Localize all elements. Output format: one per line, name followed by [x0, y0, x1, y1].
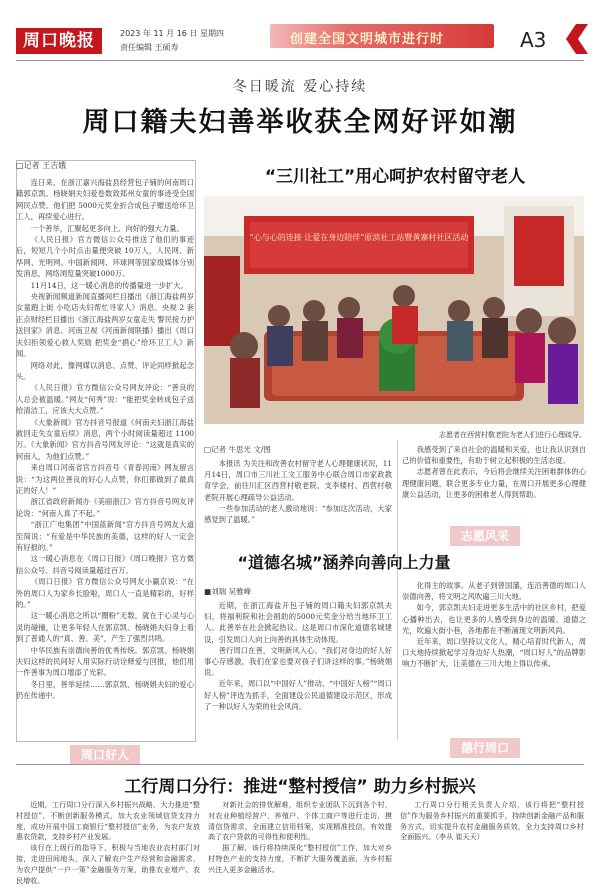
article-paragraph: 《人民日报》官方微信公众号网友评论：“善良的人总会被温暖。”网友“何秀”说：“能把奖金转成包子送给清洁工，应该大大点赞。”: [16, 383, 194, 416]
editor-credit: 责任编辑 王硕寿: [120, 43, 179, 52]
campaign-banner-text: 创建全国文明城市进行时: [290, 32, 445, 47]
issue-date: 2023 年 11 月 16 日 星期四: [120, 29, 224, 38]
campaign-banner: [270, 24, 494, 48]
article-paragraph: 连日来，在浙江嘉兴海盐县经营包子铺的何南周口籍郭京凯、杨晓娟夫妇爱卷数致郑州女童的事迹受全国网民点赞。他们把 5000元奖金折合成包子赠送给环卫工人，再续爱心进行。: [16, 178, 194, 222]
story-paragraph: 近期，在浙江海盐开包子铺的周口籍夫妇郭京凯夫妇，将福利院和社会捐助的5000元奖金分给当地环卫工人。此善举在社会掀起热议。这是周口市深化道德名城建设，引发周口人向上向善的具体生动体现。: [204, 601, 392, 644]
headline-kicker: 冬日暖流 爱心持续: [232, 79, 368, 95]
story-paragraph: 本报讯 为关注和改善农村留守老人心理健康状况，11月14日，周口市三川社工文工服务中心联合周口市家政教育学会，前往川汇区西营村敬老院、支李楼村、西营村敬老院开展心理疏导公益活动。: [204, 459, 392, 502]
story-column: [208, 800, 392, 886]
story-paragraph: 近年来，周口以“中国好人”推动、“中国好人榜”“周口好人榜”评选为抓手，全面建设公民道德建设示范区，形成了一种以好人为荣的社会风尚。: [204, 679, 392, 711]
page-headline: 周口籍夫妇善举收获全网好评如潮: [82, 107, 518, 138]
story-title: “道德名城”涵养向善向上力量: [237, 553, 451, 572]
article-paragraph: 《周口日报》官方微信公众号网友小赢京说：“在外的周口人为家乡长脸啦，周口人一直是精彩的，好样的。”: [16, 577, 194, 610]
masthead: [0, 0, 600, 62]
story-title: “三川社工”用心呵护农村留守老人: [264, 167, 526, 187]
chevron-left-icon: [566, 24, 588, 54]
story-paragraph: 化得主的故事。从老子到曾国藩，连沿善德的周口人崇德向善，将文明之风吹遍三川大地。: [402, 581, 586, 602]
article-paragraph: 央视新闻频道新闻直播间栏目播出《浙江海盐两岁女童跑上街 小吃店夫妇帮忙寻家人》消息。央视 2 套正点财经栏目播出《浙江海盐两岁女童走失 警民接力护送回家》消息。河南卫视《河南新闻联播》播出《周口夫妇拒领爱心救人奖励 把奖金“捐心”给环卫工人》新闻。: [16, 292, 194, 359]
page-number: A3: [520, 28, 547, 52]
divider: [16, 764, 584, 765]
story-column: [400, 800, 584, 886]
story-body: [402, 444, 586, 504]
article-paragraph: 11月14日，这一暖心消息的传播量进一步扩大。: [30, 280, 188, 290]
story-paragraph: 据了解，该行将持续深化“整村授信”工作，加大对乡村特色产业的支持力度，不断扩大服务覆盖面，为乡村振兴注入更多金融活水。: [208, 843, 392, 874]
story-body: [204, 458, 392, 538]
story-title: 工行周口分行：推进“整村授信” 助力乡村振兴: [124, 777, 476, 797]
story-paragraph: 一些参加活动的老人激动地说：“参加这次活动，大家感觉到了温暖。”: [204, 503, 392, 525]
article-paragraph: 中华民族有崇德向善的优秀传统。郭京凯、杨晓娟夫妇这样的民间好人用实际行动诠释爱与回报，他们用一件善事为周口增添了光彩。: [16, 645, 194, 678]
photo-caption: 志愿者在西营村敬老院为老人们进行心理疏导。: [439, 431, 586, 439]
article-paragraph: “浙江广电集团”中国蓝新闻“官方抖音号网友大道至简说：“有爱是中华民族的美德，这样的好人一定会有好报的。”: [16, 520, 194, 552]
elderly-care-photo: [204, 196, 584, 424]
story-body: [402, 580, 586, 730]
lead-article: [16, 160, 194, 730]
story-paragraph: 如今，郭京凯夫妇走进更多生活中的社区乡村，把爱心播种出去，也让更多的人感受到身边的温暖。道德之光，吹遍大街小巷，各地都在不断涌现文明新风尚。: [402, 603, 586, 635]
section-tag: 德行周口: [450, 738, 520, 758]
article-paragraph: 网络对此，像网媒以消息、点赞、评论同样掀起念头。: [16, 360, 194, 381]
section-tag: 周口好人: [70, 745, 140, 765]
story-column: [16, 800, 200, 886]
story-paragraph: 对新社会的排忧解难，组织专业团队下沉到各个村，对农业种植经营户、养殖户、个体工商户等进行走访，摸清信贷需求，全面建立信用档案，实现精准授信，有效提高了农户贷款的可得性和便利性。: [208, 800, 392, 842]
story-paragraph: 该行在上级行的指导下，积极与当地农业农村部门对接，走进田间地头，深入了解农户生产经营和金融需求，为农户提供“一户一策”金融服务方案，助推农业增产、农民增收。: [16, 843, 200, 885]
story-body: [204, 600, 392, 740]
story-byline: ■刘瑞 吴雅峰: [204, 587, 251, 596]
photo-credit: □记者 牛思光 文/图: [204, 445, 271, 454]
article-byline: □记者 王吉娥: [16, 161, 67, 170]
newspaper-logo: 周口晚报: [16, 28, 102, 54]
story-body: [16, 800, 584, 886]
article-paragraph: 《人民日报》官方微信公众号推送了他们的事迹后，短短几个小时点击量便突破 10万人，人民网、新华网、光明网、中国新闻网、环球网等国家级媒体分别发消息，网络浏览量突破1000万。: [16, 235, 194, 279]
section-tag: 志愿风采: [450, 526, 520, 546]
news-photo: [204, 196, 584, 424]
article-paragraph: 浙江省政府新闻办《美丽浙江》官方抖音号网友评论说：“何南人真了不起。”: [16, 497, 194, 518]
story-paragraph: 善行周口在善，文明新风入心。“我们对身边的好人好事心存感激，我们在家也要对孩子们讲这样的事。”杨晓娟说。: [204, 645, 392, 678]
article-paragraph: 这一暖心消息之所以“圈粉”无数，就在于心灵与心灵的碰撞，让更多年轻人在郭京凯、杨晓娟夫妇身上看到了普通人的“真、善、美”，产生了强烈共鸣。: [16, 611, 194, 644]
divider: [16, 60, 584, 61]
article-paragraph: 这一暖心消息在《周口日报》《周口晚报》官方微信公众号、抖音号阅读量超过百万。: [16, 554, 194, 575]
article-paragraph: 冬日里，善举延续……郭京凯、杨晓娟夫妇的爱心仍在传递中。: [16, 679, 194, 701]
story-paragraph: 近期，工行周口分行深入乡村振兴战略，大力推进“整村授信”，不断创新服务模式，加大农业领域信贷支持力度，成功开展中国工商银行“整村授信”业务，为农户发放惠农贷款，支持乡村产业发展。: [16, 800, 200, 842]
story-paragraph: 志愿者曾在此表示，今后将会继续关注困难群体的心理健康问题，联合更多专业力量，在周口开展更多心理健康公益活动，让更多的困难老人得到帮助。: [402, 467, 586, 499]
column-divider: [397, 440, 398, 740]
photo-sign-text: “心与心的连接 让爱在身边陪伴”原滨社工站暨黄寨村社区活动: [249, 233, 469, 242]
article-paragraph: 《大象新闻》官方抖音号报道《何南夫妇浙江海盐救回走失女童后续》消息，两个小时阅读量超过 1100 万。《大象新闻》官方抖音号网友评论：“这就是真实的何南人，为他们点赞。”: [16, 417, 194, 461]
article-paragraph: 来自周口河南省官方抖音号《青春河南》网友留言说：“为这两位善良的好心人点赞，你们都做到了最真正的好人！”: [16, 463, 194, 495]
story-paragraph: 近年来，周口坚持以文化人，精心培育时代新人，周口大地持续掀起学习身边好人热潮，“周口好人”的品牌影响力不断扩大，让美德在三川大地上得以传承。: [402, 637, 586, 669]
article-paragraph: 一个善举，汇聚起更多向上、向好的强大力量。: [30, 223, 184, 233]
story-paragraph: 我感受到了来自社会的温暖和关爱，也让我认识到自己的价值和重要性，有助于树立起积极的生活态度。: [402, 445, 586, 466]
story-paragraph: 工行周口分行相关负责人介绍，该行将把“整村授信”作为服务乡村振兴的重要抓手，持续创新金融产品和服务方式，切实提升农村金融服务质效，全力支持周口乡村全面振兴。（李从 崔天天）: [400, 800, 584, 842]
